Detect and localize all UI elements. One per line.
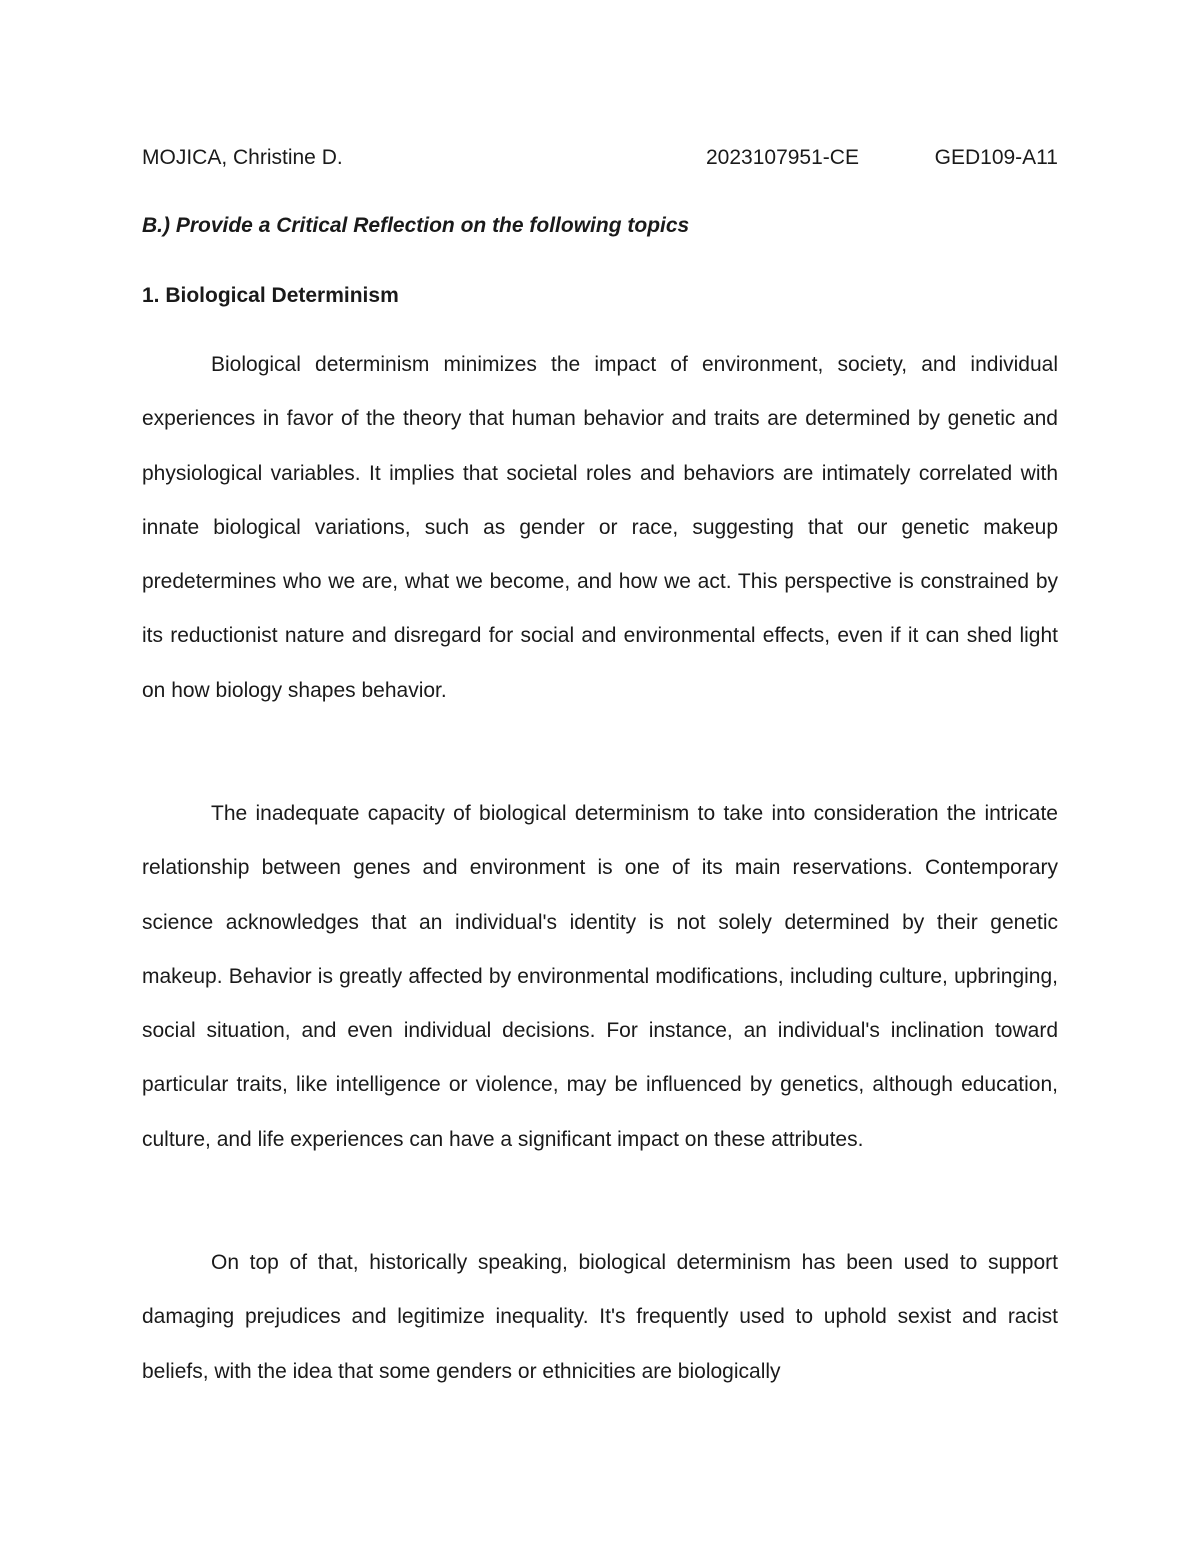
document-header bbox=[142, 143, 1058, 173]
body-paragraph: The inadequate capacity of biological determinism to take into consideration the intricate relationship between genes and environment is one of its main reservations. Contemporary science acknowledges that an individual's identity is not solely determined by their genetic makeup. Behavior is greatly affected by environmental modifications, including culture, upbringing, social situation, and even individual decisions. For instance, an individual's inclination toward particular traits, like intelligence or violence, may be influenced by genetics, although education, culture, and life experiences can have a significant impact on these attributes. bbox=[142, 802, 1058, 1151]
student-id: 2023107951-CE bbox=[706, 146, 859, 169]
body-paragraph: Biological determinism minimizes the impact of environment, society, and individual experiences in favor of the theory that human behavior and traits are determined by genetic and physiological variables. It implies that societal roles and behaviors are intimately correlated with innate biological variations, such as gender or race, suggesting that our genetic makeup predetermines who we are, what we become, and how we act. This perspective is constrained by its reductionist nature and disregard for social and environmental effects, even if it can shed light on how biology shapes behavior. bbox=[142, 353, 1058, 702]
instruction-heading: B.) Provide a Critical Reflection on the following topics bbox=[142, 214, 690, 237]
course-code: GED109-A11 bbox=[934, 146, 1058, 169]
topic-heading: 1. Biological Determinism bbox=[142, 284, 399, 307]
body-paragraph: On top of that, historically speaking, biological determinism has been used to support damaging prejudices and legitimize inequality. It's frequently used to uphold sexist and racist beliefs, with the idea that some genders or ethnicities are biologically bbox=[142, 1251, 1058, 1383]
student-name: MOJICA, Christine D. bbox=[142, 146, 343, 169]
